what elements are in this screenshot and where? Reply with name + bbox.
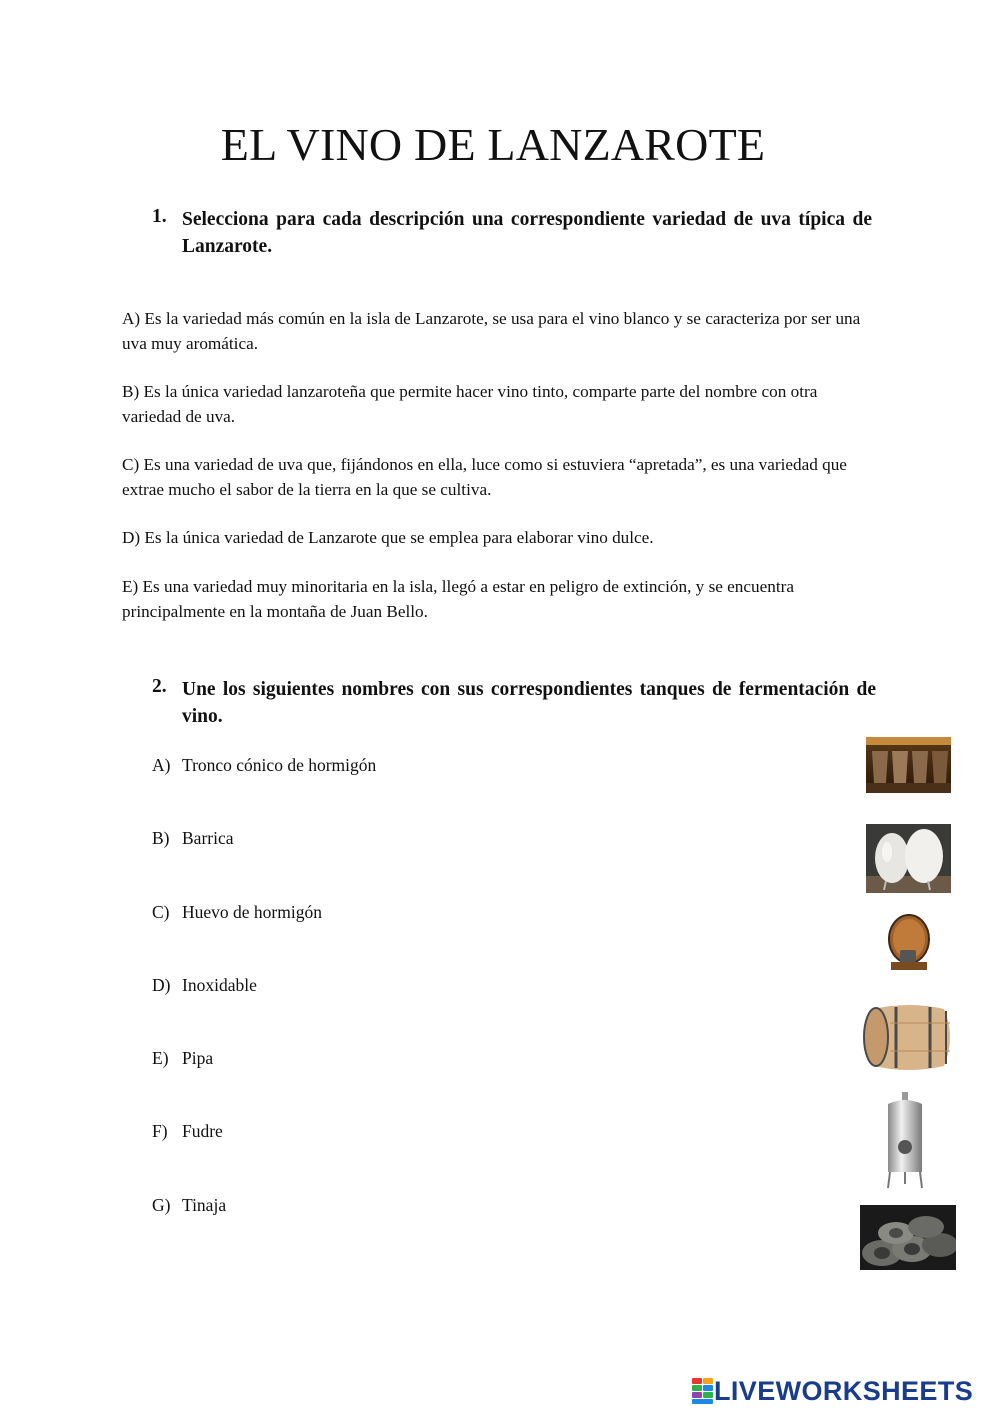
- option-label-g: Tinaja: [182, 1195, 227, 1215]
- option-letter-f: F): [152, 1121, 168, 1141]
- option-label-c: Huevo de hormigón: [182, 902, 322, 922]
- option-letter-c: C): [152, 902, 170, 922]
- stacked-barrels-photo[interactable]: [860, 1205, 956, 1270]
- option-letter-d: D): [152, 975, 171, 995]
- question-2-text: Une los siguientes nombres con sus correspondientes tanques de fermentación de vino.: [182, 679, 876, 727]
- description-b: B) Es la única variedad lanzaroteña que permite hacer vino tinto, comparte parte del nombre con otra variedad de uva.: [122, 382, 818, 426]
- option-label-b: Barrica: [182, 828, 234, 848]
- option-label-d: Inoxidable: [182, 975, 257, 995]
- option-letter-e: E): [152, 1048, 169, 1068]
- description-a: A) Es la variedad más común en la isla de Lanzarote, se usa para el vino blanco y se caracteriza por ser una uva muy aromática.: [122, 309, 861, 353]
- question-2-number: 2.: [152, 676, 167, 697]
- description-c: C) Es una variedad de uva que, fijándonos en ella, luce como si estuviera “apretada”, es una variedad que extrae mucho el sabor de la tierra en la que se cultiva.: [122, 455, 847, 499]
- option-letter-b: B): [152, 828, 170, 848]
- concrete-egg-tanks-photo[interactable]: [866, 824, 951, 893]
- conical-vats-cellar-photo[interactable]: [866, 737, 951, 793]
- wooden-barrel-photo[interactable]: [860, 1003, 958, 1072]
- option-label-f: Fudre: [182, 1121, 223, 1141]
- description-d: D) Es la única variedad de Lanzarote que se emplea para elaborar vino dulce.: [122, 528, 654, 547]
- question-1-text: Selecciona para cada descripción una correspondiente variedad de uva típica de Lanzarote.: [182, 209, 872, 257]
- option-letter-a: A): [152, 755, 171, 775]
- liveworksheets-logo: [692, 1374, 973, 1408]
- option-letter-g: G): [152, 1195, 171, 1215]
- option-label-e: Pipa: [182, 1048, 214, 1068]
- option-label-a: Tronco cónico de hormigón: [182, 755, 377, 775]
- liveworksheets-logo-icon: [692, 1378, 714, 1404]
- page-title: EL VINO DE LANZAROTE: [220, 119, 766, 170]
- question-1-number: 1.: [152, 206, 167, 227]
- description-e: E) Es una variedad muy minoritaria en la isla, llegó a estar en peligro de extinción, y se encuentra principalmente en la montaña de Juan Bello.: [122, 577, 794, 621]
- stainless-steel-tank-photo[interactable]: [882, 1092, 928, 1190]
- small-wooden-cask-photo[interactable]: [886, 912, 932, 972]
- liveworksheets-logo-text: LIVEWORKSHEETS: [714, 1375, 974, 1406]
